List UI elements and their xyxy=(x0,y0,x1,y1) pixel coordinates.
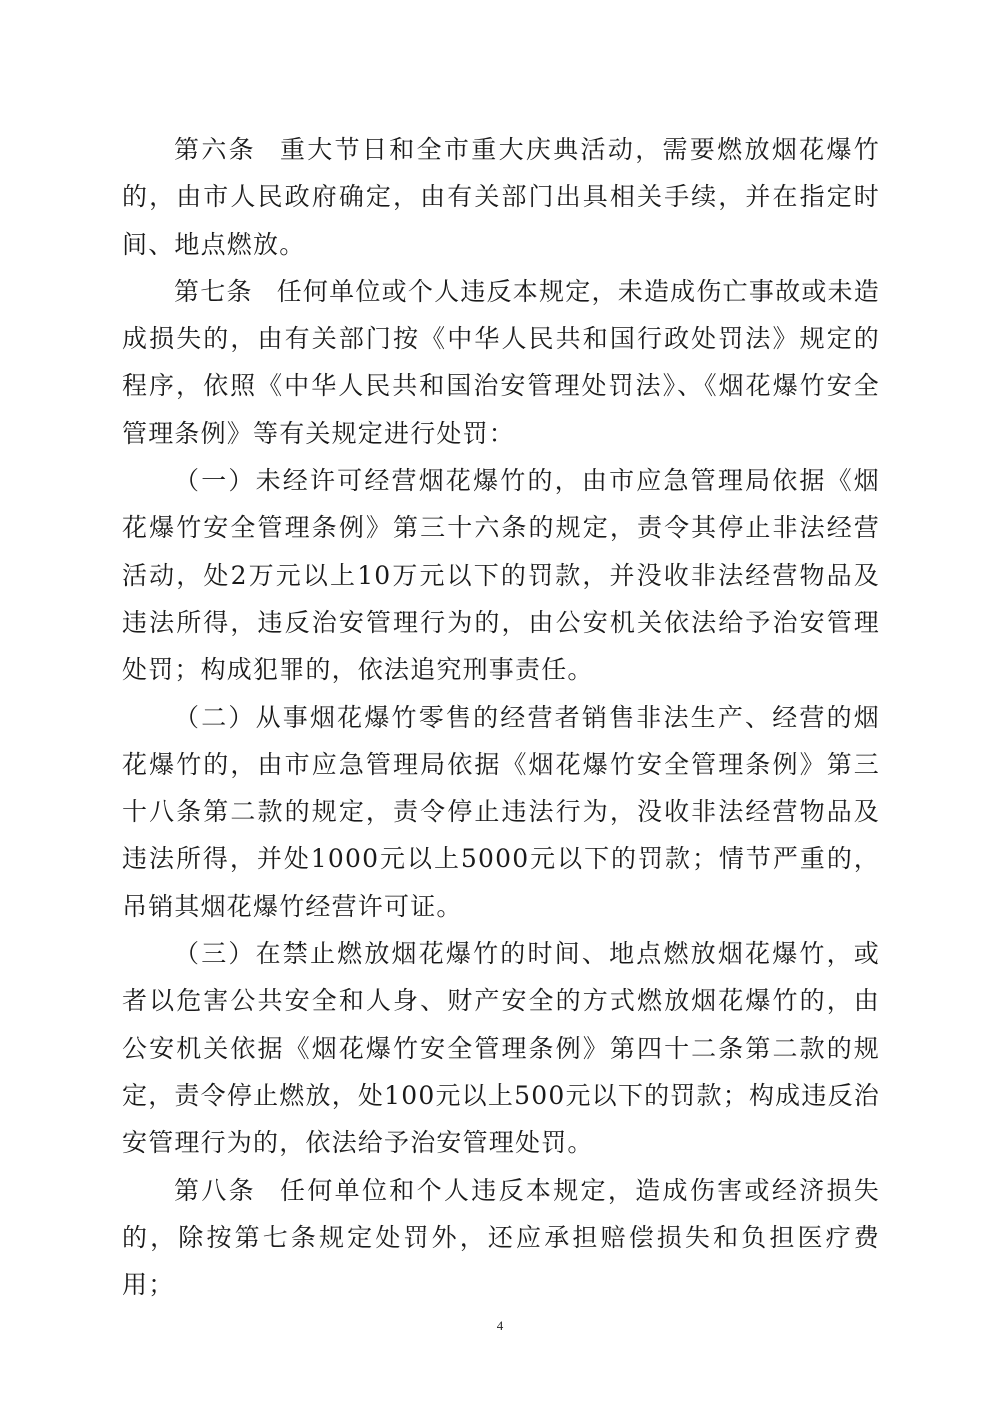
article-8-paragraph xyxy=(122,1167,880,1309)
article-8-label: 第八条 xyxy=(174,1175,256,1205)
article-7-item-2-text: （二）从事烟花爆竹零售的经营者销售非法生产、经营的烟花爆竹的，由市应急管理局依据《烟花爆竹安全管理条例》第三十八条第二款的规定，责令停止违法行为，没收非法经营物品及违法所得，并处1000元以上5000元以下的罚款；情节严重的，吊销其烟花爆竹经营许可证。 xyxy=(122,702,880,921)
article-6-text: 重大节日和全市重大庆典活动，需要燃放烟花爆竹的，由市人民政府确定，由有关部门出具相关手续，并在指定时间、地点燃放。 xyxy=(122,135,880,259)
article-8-text: 任何单位和个人违反本规定，造成伤害或经济损失的，除按第七条规定处罚外，还应承担赔偿损失和负担医疗费用； xyxy=(122,1175,880,1300)
page-number: 4 xyxy=(496,1318,504,1333)
article-6-label: 第六条 xyxy=(174,135,256,164)
article-6-paragraph xyxy=(122,126,880,268)
article-7-label: 第七条 xyxy=(174,276,253,306)
article-7-item-2 xyxy=(122,694,880,930)
article-7-item-1-text: （一）未经许可经营烟花爆竹的，由市应急管理局依据《烟花爆竹安全管理条例》第三十六条的规定，责令其停止非法经营活动，处2万元以上10万元以下的罚款，并没收非法经营物品及违法所得，违反治安管理行为的，由公安机关依法给予治安管理处罚；构成犯罪的，依法追究刑事责任。 xyxy=(122,466,880,685)
article-7-item-3-text: （三）在禁止燃放烟花爆竹的时间、地点燃放烟花爆竹，或者以危害公共安全和人身、财产安全的方式燃放烟花爆竹的，由公安机关依据《烟花爆竹安全管理条例》第四十二条第二款的规定，责令停止燃放，处100元以上500元以下的罚款；构成违反治安管理行为的，依法给予治安管理处罚。 xyxy=(122,939,880,1158)
article-7-item-1 xyxy=(122,457,880,693)
article-7-item-3 xyxy=(122,930,880,1166)
article-7-paragraph xyxy=(122,268,880,457)
document-body xyxy=(122,126,880,1308)
article-7-text: 任何单位或个人违反本规定，未造成伤亡事故或未造成损失的，由有关部门按《中华人民共和国行政处罚法》规定的程序，依照《中华人民共和国治安管理处罚法》、《烟花爆竹安全管理条例》等有关规定进行处罚： xyxy=(122,276,880,448)
